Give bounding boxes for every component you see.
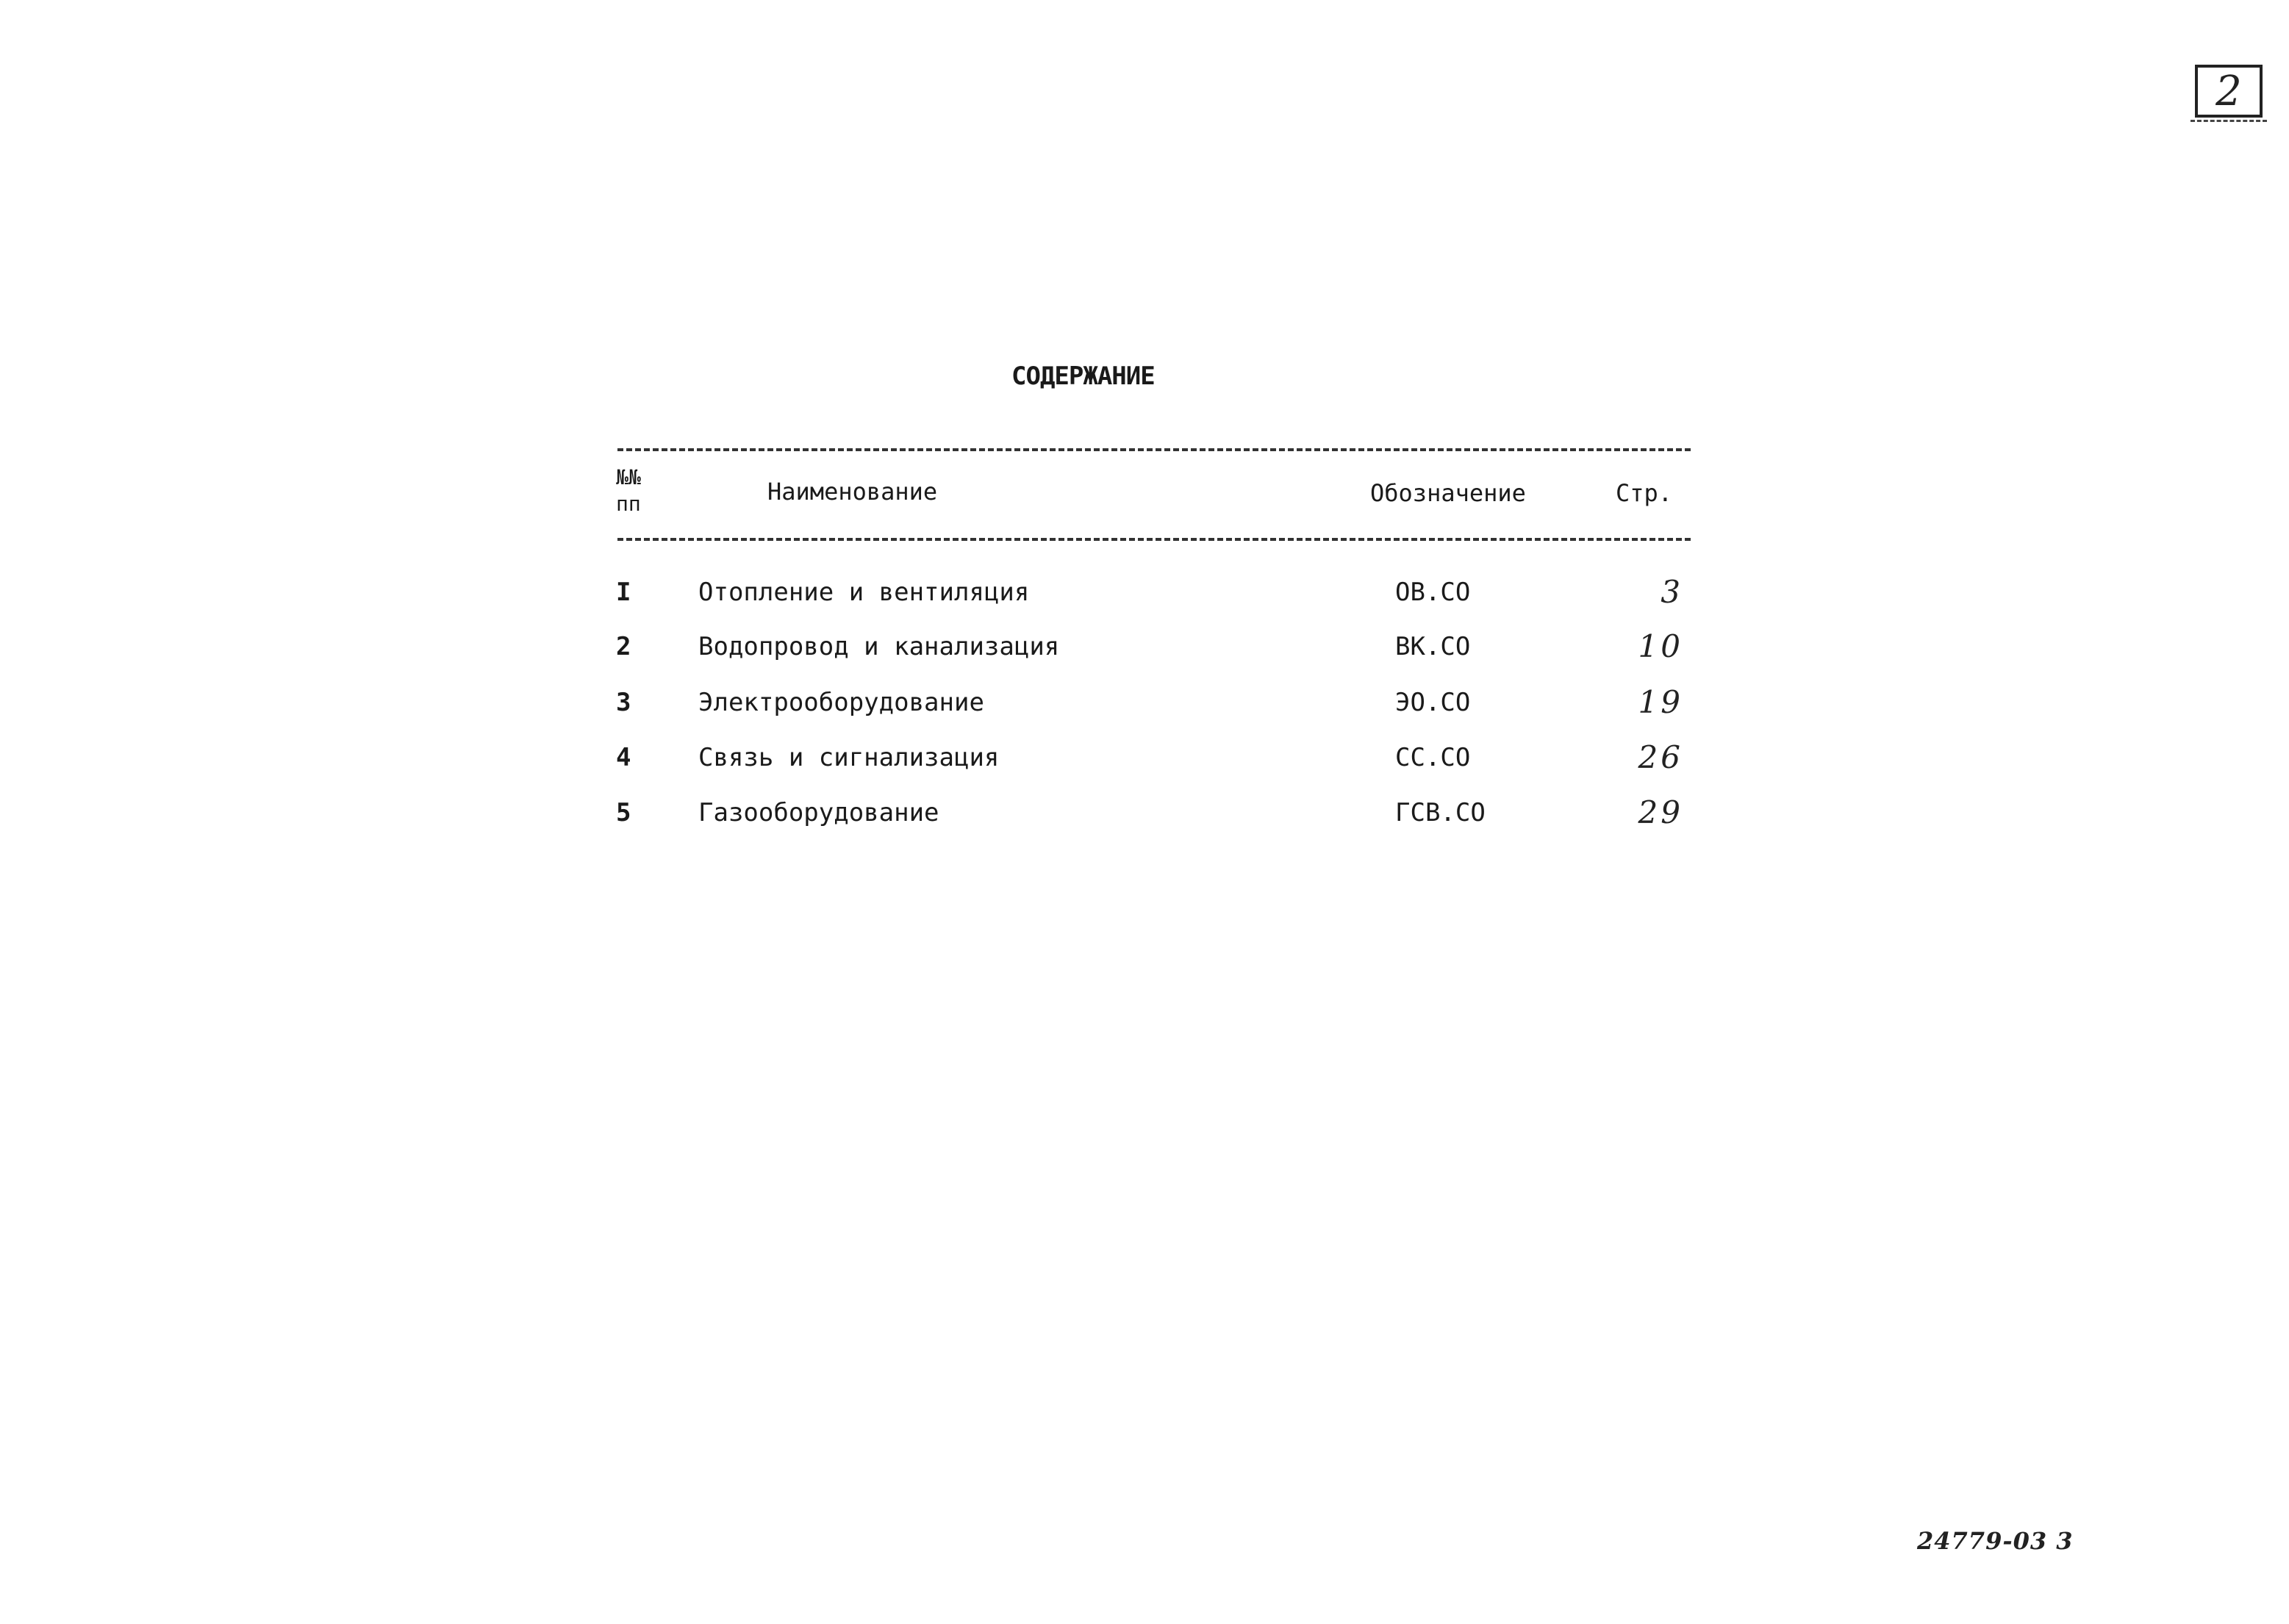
- table-row: [0, 680, 2289, 725]
- row-name: Электрооборудование: [698, 688, 984, 717]
- page-number: 2: [2195, 65, 2263, 118]
- row-number: 2: [616, 632, 631, 661]
- header-page: Стр.: [1616, 479, 1673, 507]
- header-name: Наименование: [767, 478, 938, 506]
- row-number: I: [616, 578, 631, 607]
- table-top-rule: [617, 448, 1691, 451]
- row-designation: ВК.СО: [1395, 632, 1471, 661]
- row-number: 4: [616, 743, 631, 772]
- row-page: 10: [1638, 628, 1683, 664]
- row-page: 26: [1638, 739, 1683, 775]
- row-designation: ЭО.СО: [1395, 688, 1471, 717]
- row-designation: СС.СО: [1395, 743, 1471, 772]
- row-designation: ГСВ.СО: [1395, 798, 1486, 827]
- row-name: Связь и сигнализация: [698, 743, 1000, 772]
- table-row: [0, 791, 2289, 835]
- row-number: 5: [616, 798, 631, 827]
- document-code: 24779-03 3: [1917, 1527, 2074, 1555]
- row-name: Отопление и вентиляция: [698, 578, 1030, 607]
- row-page: 29: [1638, 794, 1683, 830]
- row-page: 19: [1638, 684, 1683, 720]
- table-row: [0, 625, 2289, 669]
- row-page: 3: [1661, 574, 1683, 610]
- row-designation: ОВ.СО: [1395, 578, 1471, 607]
- header-number: №№ пп: [616, 465, 641, 516]
- row-name: Водопровод и канализация: [698, 632, 1060, 661]
- table-header-rule: [617, 538, 1691, 541]
- document-title: СОДЕРЖАНИЕ: [1011, 362, 1155, 391]
- table-row: [0, 570, 2289, 614]
- table-row: [0, 736, 2289, 780]
- row-name: Газооборудование: [698, 798, 939, 827]
- row-number: 3: [616, 688, 631, 717]
- header-designation: Обозначение: [1370, 479, 1526, 507]
